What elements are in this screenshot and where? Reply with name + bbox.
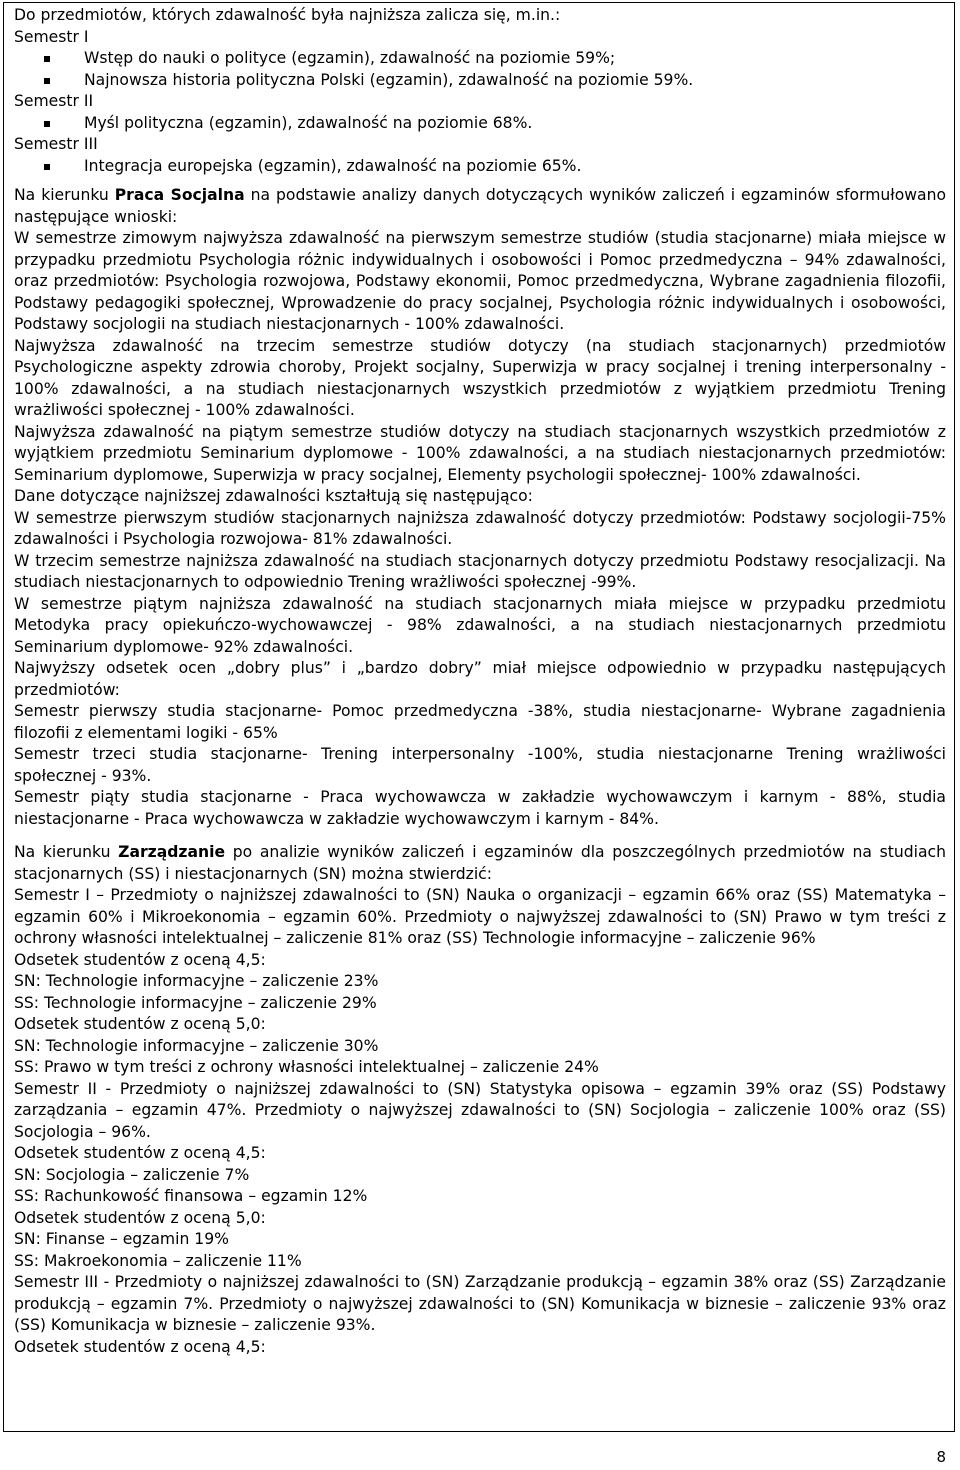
list-item: Myśl polityczna (egzamin), zdawalność na poziomie 68%.: [44, 113, 946, 135]
paragraph: Najwyższy odsetek ocen „dobry plus” i „bardzo dobry” miał miejsce odpowiednio w przypadku następujących przedmiotów:: [14, 659, 946, 699]
list-item: Integracja europejska (egzamin), zdawalność na poziomie 65%.: [44, 156, 946, 178]
paragraph: SN: Technologie informacyjne – zaliczenie 30%: [14, 1036, 379, 1055]
zarz-intro: [14, 842, 946, 885]
semester-3-label: Semestr III: [14, 135, 98, 153]
paragraph: Semestr trzeci studia stacjonarne- Trening interpersonalny -100%, studia niestacjonarne Trening wrażliwości społecznej - 93%.: [14, 745, 946, 785]
paragraph: Semestr pierwszy studia stacjonarne- Pomoc przedmedyczna -38%, studia niestacjonarne- Wybrane zagadnienia filozofii z elementami logiki - 65%: [14, 702, 946, 742]
paragraph: W trzecim semestrze najniższa zdawalność na studiach stacjonarnych dotyczy przedmiotu Podstawy resocjalizacji. Na studiach niestacjonarnych to odpowiednio Trening wrażliwości społecznej -99%.: [14, 551, 946, 591]
paragraph: Semestr piąty studia stacjonarne - Praca wychowawcza w zakładzie wychowawczym i karnym - 88%, studia niestacjonarne - Praca wychowawcza w zakładzie wychowawczym i karnym - 84%.: [14, 788, 946, 828]
paragraph: Odsetek studentów z oceną 4,5:: [14, 1144, 266, 1162]
praca-intro-pre: Na kierunku: [14, 186, 115, 204]
paragraph: Najwyższa zdawalność na piątym semestrze studiów dotyczy na studiach stacjonarnych wszystkich przedmiotów z wyjątkiem przedmiotu Seminarium dyplomowe - 100% zdawalności, a na studiach niestacjonarnych przedmiotów: Seminarium dyplomowe, Superwizja w pracy socjalnej, Elementy psychologii społecznej- 100% zdawalności.: [14, 422, 946, 484]
paragraph: SS: Prawo w tym treści z ochrony własności intelektualnej – zaliczenie 24%: [14, 1058, 599, 1076]
paragraph: W semestrze zimowym najwyższa zdawalność na pierwszym semestrze studiów (studia stacjonarne) miała miejsce w przypadku przedmiotu Psychologia różnic indywidualnych i osobowości i Pomoc przedmedyczna – 94% zdawalności, oraz przedmiotów: Psychologia rozwojowa, Podstawy ekonomii, Pomoc przedmedyczna, Wybrane zagadnienia filozofii, Podstawy pedagogiki społecznej, Wprowadzenie do pracy socjalnej, Psychologia różnic indywidualnych i osobowości, Podstawy socjologii na studiach niestacjonarnych - 100% zdawalności.: [14, 229, 946, 333]
zarz-intro-post: po analizie wyników zaliczeń i egzaminów dla poszczególnych przedmiotów na studiach stacjonarnych (SS) i niestacjonarnych (SN) można stwierdzić:: [14, 843, 946, 883]
intro-lead: Do przedmiotów, których zdawalność była najniższa zalicza się, m.in.:: [14, 6, 561, 24]
semester-1-list: [44, 48, 946, 91]
paragraph: SS: Makroekonomia – zaliczenie 11%: [14, 1251, 302, 1270]
paragraph: Odsetek studentów z oceną 4,5:: [14, 950, 266, 969]
paragraph: SN: Socjologia – zaliczenie 7%: [14, 1165, 250, 1184]
page-number: 8: [936, 1448, 946, 1466]
paragraph: Dane dotyczące najniższej zdawalności kształtują się następująco:: [14, 487, 533, 505]
semester-3-list: [44, 156, 946, 178]
paragraph: SS: Rachunkowość finansowa – egzamin 12%: [14, 1187, 368, 1205]
zarz-field-name: Zarządzanie: [118, 843, 226, 861]
paragraph: Semestr III - Przedmioty o najniższej zdawalności to (SN) Zarządzanie produkcją – egzamin 38% oraz (SS) Zarządzanie produkcją – egzamin 7%. Przedmioty o najwyższej zdawalności to (SN) Komunikacja w biznesie – zaliczenie 93% oraz (SS) Komunikacja w biznesie – zaliczenie 93%.: [14, 1273, 946, 1334]
paragraph: Odsetek studentów z oceną 4,5:: [14, 1337, 266, 1356]
semester-1-label: Semestr I: [14, 27, 89, 46]
paragraph: Odsetek studentów z oceną 5,0:: [14, 1208, 266, 1227]
paragraph: Semestr I – Przedmioty o najniższej zdawalności to (SN) Nauka o organizacji – egzamin 66% oraz (SS) Matematyka – egzamin 60% i Mikroekonomia – egzamin 60%. Przedmioty o najwyższej zdawalności to (SN) Prawo w tym treści z ochrony własności intelektualnej – zaliczenie 81% oraz (SS) Technologie informacyjne – zaliczenie 96%: [14, 886, 946, 947]
semester-2-list: [44, 113, 946, 135]
praca-intro: [14, 185, 946, 228]
paragraph: Semestr II - Przedmioty o najniższej zdawalności to (SN) Statystyka opisowa – egzamin 39% oraz (SS) Podstawy zarządzania – egzamin 47%. Przedmioty o najwyższej zdawalności to (SN) Socjologia – zaliczenie 100% oraz (SS) Socjologia – 96%.: [14, 1079, 946, 1141]
paragraph: SS: Technologie informacyjne – zaliczenie 29%: [14, 993, 377, 1012]
paragraph: W semestrze piątym najniższa zdawalność na studiach stacjonarnych miała miejsce w przypadku przedmiotu Metodyka pracy opiekuńczo-wychowawczej - 98% zdawalności, a na studiach niestacjonarnych przedmiotu Seminarium dyplomowe- 92% zdawalności.: [14, 594, 946, 656]
paragraph: Odsetek studentów z oceną 5,0:: [14, 1015, 266, 1033]
praca-field-name: Praca Socjalna: [114, 186, 245, 204]
paragraph: W semestrze pierwszym studiów stacjonarnych najniższa zdawalność dotyczy przedmiotów: Podstawy socjologii-75% zdawalności i Psychologia rozwojowa- 81% zdawalności.: [14, 508, 946, 548]
praca-intro-post: na podstawie analizy danych dotyczących wyników zaliczeń i egzaminów sformułowano następujące wnioski:: [14, 186, 946, 226]
page-frame: [3, 2, 955, 1432]
list-item: Najnowsza historia polityczna Polski (egzamin), zdawalność na poziomie 59%.: [44, 70, 946, 92]
paragraph: Najwyższa zdawalność na trzecim semestrze studiów dotyczy (na studiach stacjonarnych) przedmiotów Psychologiczne aspekty zdrowia choroby, Projekt socjalny, Superwizja w pracy socjalnej i trening interpersonalny - 100% zdawalności, a na studiach niestacjonarnych wszystkich przedmiotów z wyjątkiem przedmiotu Trening wrażliwości społecznej - 100% zdawalności.: [14, 336, 946, 419]
paragraph: SN: Finanse – egzamin 19%: [14, 1230, 229, 1248]
list-item: Wstęp do nauki o polityce (egzamin), zdawalność na poziomie 59%;: [44, 48, 946, 70]
zarz-intro-pre: Na kierunku: [14, 843, 119, 861]
paragraph: SN: Technologie informacyjne – zaliczenie 23%: [14, 972, 379, 990]
document-body: [14, 5, 946, 1358]
semester-2-label: Semestr II: [14, 92, 94, 110]
